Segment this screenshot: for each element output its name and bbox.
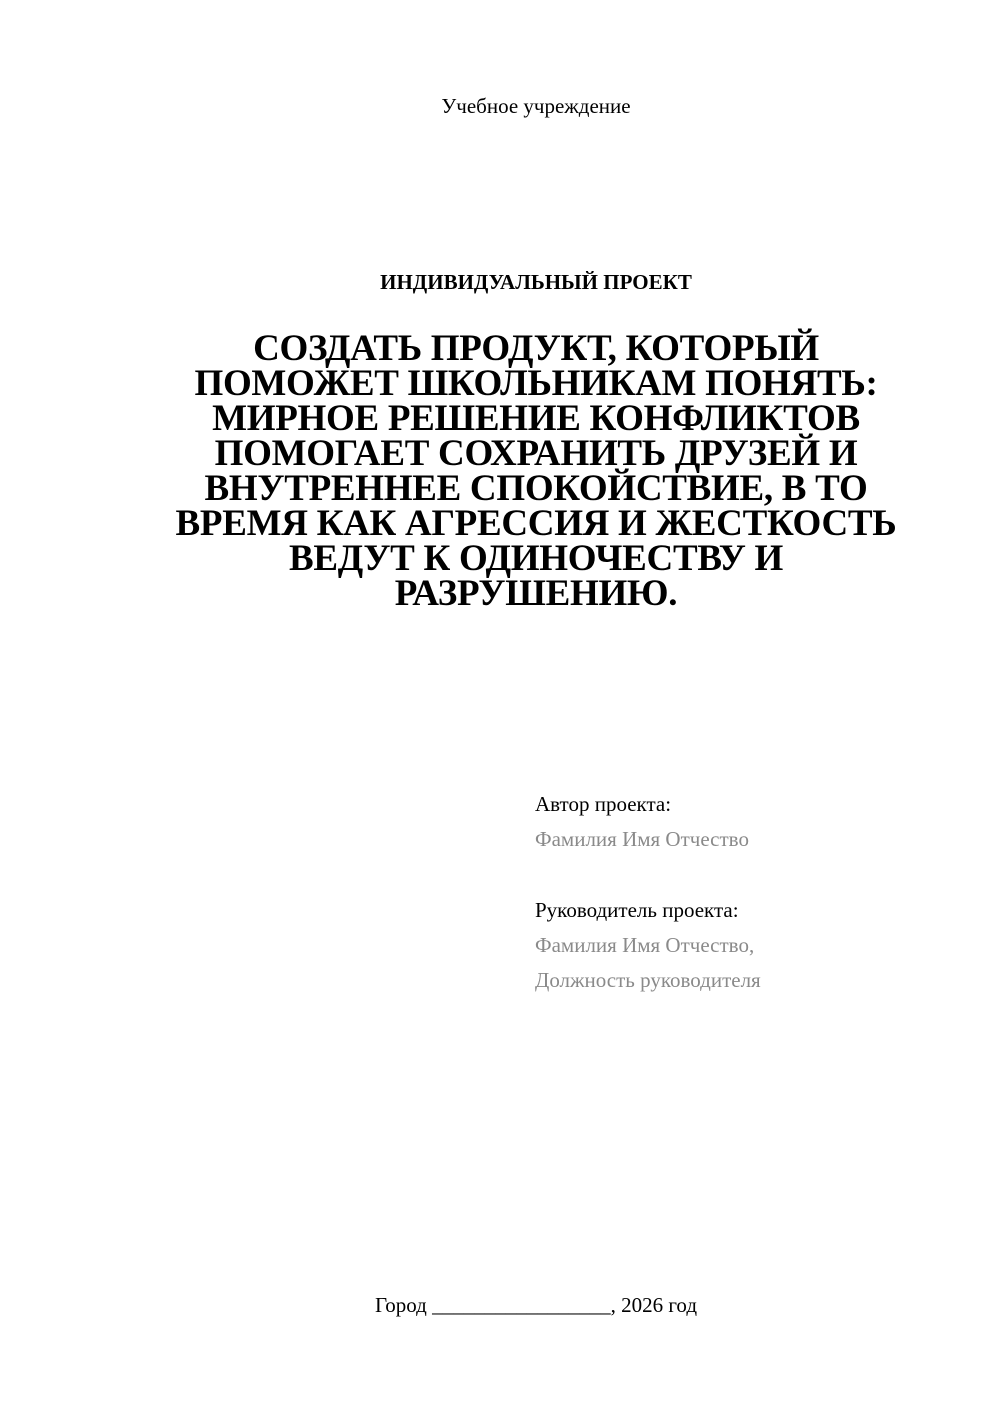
title-line: МИРНОЕ РЕШЕНИЕ КОНФЛИКТОВ (212, 398, 860, 439)
supervisor-name: Фамилия Имя Отчество, (535, 933, 755, 957)
supervisor-label: Руководитель проекта: (535, 898, 739, 922)
title-line: РАЗРУШЕНИЮ. (394, 573, 678, 614)
project-title (150, 328, 922, 614)
project-type-heading: ИНДИВИДУАЛЬНЫЙ ПРОЕКТ (380, 270, 692, 294)
title-line: СОЗДАТЬ ПРОДУКТ, КОТОРЫЙ (253, 328, 819, 369)
title-line: ВНУТРЕННЕЕ СПОКОЙСТВИЕ, В ТО (204, 468, 868, 509)
author-label: Автор проекта: (535, 792, 672, 816)
spacer (535, 857, 955, 893)
title-line: ПОМОГАЕТ СОХРАНИТЬ ДРУЗЕЙ И (214, 433, 858, 474)
author-name: Фамилия Имя Отчество (535, 827, 749, 851)
supervisor-position: Должность руководителя (535, 968, 761, 992)
title-line: ВЕДУТ К ОДИНОЧЕСТВУ И (288, 538, 784, 579)
institution-name: Учебное учреждение (441, 94, 631, 118)
city-year-footer: Город _________________, 2026 год (374, 1293, 698, 1317)
title-line: ВРЕМЯ КАК АГРЕССИЯ И ЖЕСТКОСТЬ (175, 503, 897, 544)
title-line: ПОМОЖЕТ ШКОЛЬНИКАМ ПОНЯТЬ: (194, 363, 878, 404)
project-people-block (535, 787, 955, 998)
